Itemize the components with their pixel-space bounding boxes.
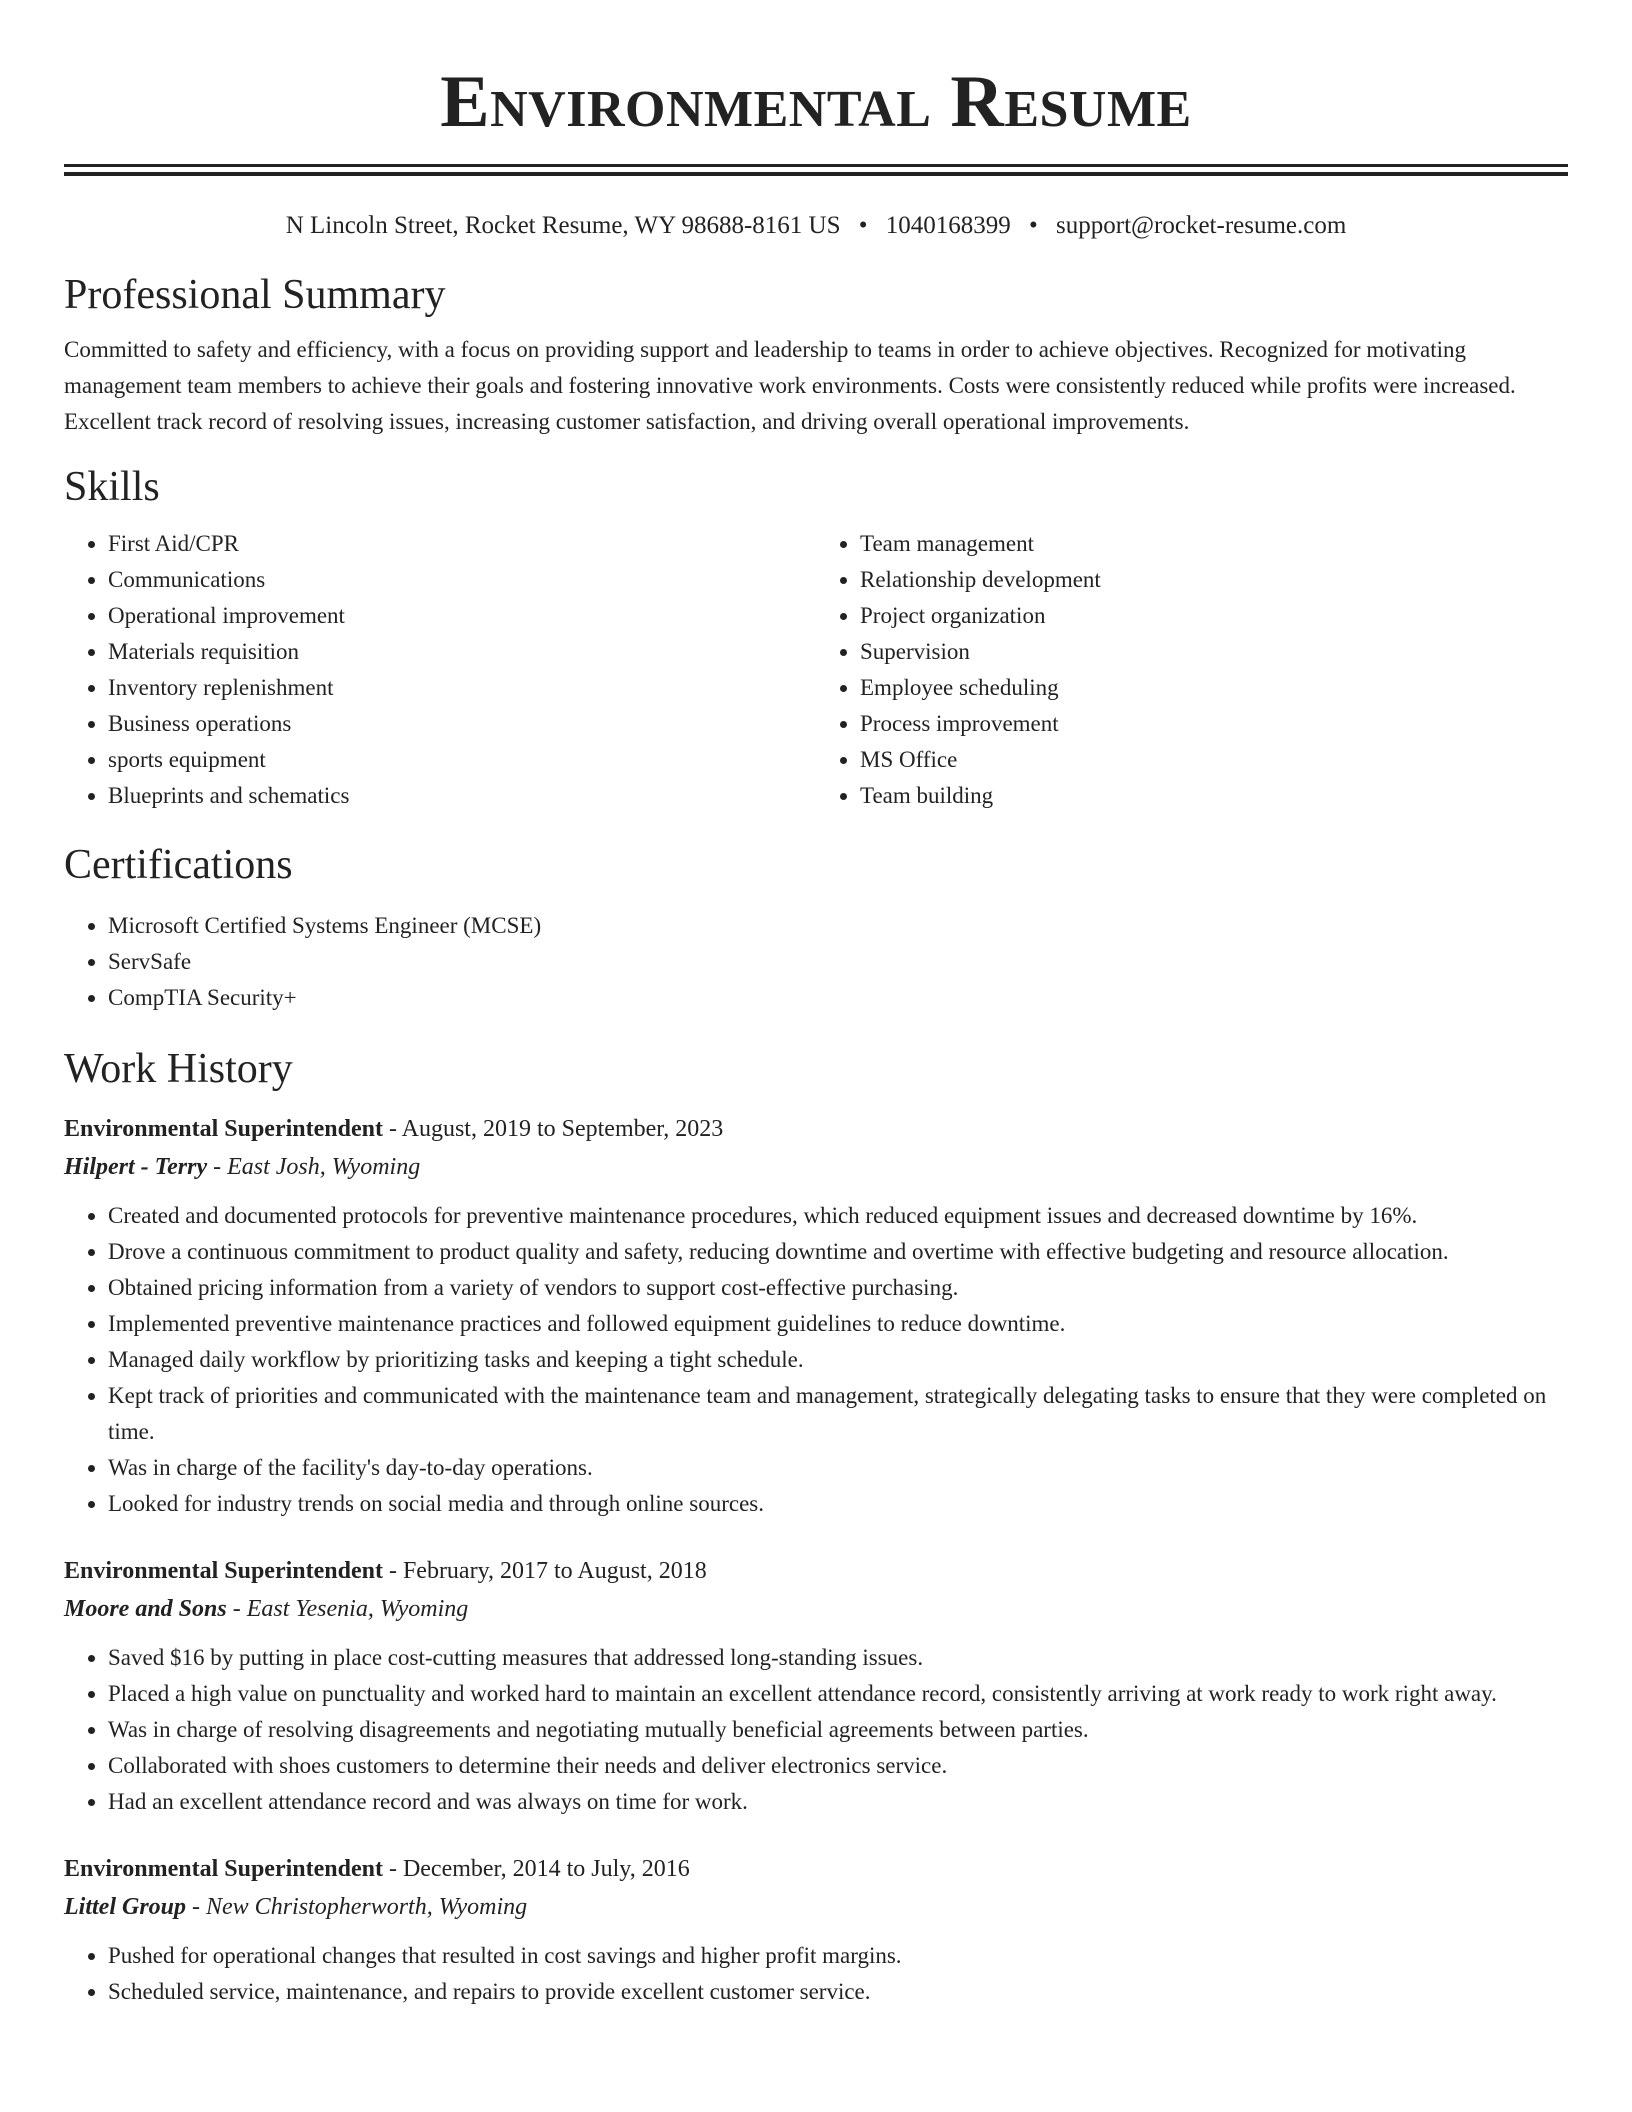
job-company: Littel Group bbox=[64, 1894, 187, 1920]
job-header bbox=[64, 1110, 1568, 1148]
job-company: Moore and Sons bbox=[64, 1596, 227, 1622]
resume-title: Environmental Resume bbox=[440, 61, 1192, 143]
title-rule-bottom bbox=[64, 172, 1568, 176]
job-entry bbox=[64, 1552, 1568, 1820]
job-bullet: • Saved $16 by putting in place cost-cutting measures that addressed long-standing issues. bbox=[108, 1640, 1568, 1676]
job-bullet: • Looked for industry trends on social media and through online sources. bbox=[108, 1486, 1568, 1522]
job-entry bbox=[64, 1110, 1568, 1522]
title-rule-top bbox=[64, 164, 1568, 167]
job-bullet: • Was in charge of resolving disagreements and negotiating mutually beneficial agreements between parties. bbox=[108, 1712, 1568, 1748]
job-company-line bbox=[64, 1590, 1568, 1628]
skill-item: • Business operations bbox=[108, 706, 816, 742]
contact-separator: • bbox=[1029, 212, 1038, 239]
job-location: New Christopherworth, Wyoming bbox=[206, 1894, 528, 1920]
skills-list-right bbox=[816, 526, 1568, 814]
job-dates: August, 2019 to September, 2023 bbox=[401, 1116, 724, 1142]
job-bullets bbox=[64, 1938, 1568, 2010]
skills-heading: Skills bbox=[64, 464, 160, 510]
job-dash: - bbox=[382, 1856, 403, 1882]
job-company: Hilpert - Terry bbox=[64, 1154, 208, 1180]
certifications-heading: Certifications bbox=[64, 842, 293, 888]
contact-separator: • bbox=[858, 212, 868, 239]
skill-item: • Communications bbox=[108, 562, 816, 598]
certification-item: • CompTIA Security+ bbox=[108, 980, 1568, 1016]
job-bullet: • Created and documented protocols for preventive maintenance procedures, which reduced equipment issues and decreased downtime by 16%. bbox=[108, 1198, 1568, 1234]
contact-address: N Lincoln Street, Rocket Resume, WY 98688-8161 US bbox=[285, 212, 841, 239]
summary-text: Committed to safety and efficiency, with a focus on providing support and leadership to teams in order to achieve objectives. Recognized for motivating management team members to achieve their goals and fostering innovative work environments. Costs were consistently reduced while profits were increased. Excellent track record of resolving issues, increasing customer satisfaction, and driving overall operational improvements. bbox=[64, 337, 1516, 434]
job-dash: - bbox=[186, 1894, 207, 1920]
job-header bbox=[64, 1552, 1568, 1590]
job-bullet: • Implemented preventive maintenance practices and followed equipment guidelines to reduce downtime. bbox=[108, 1306, 1568, 1342]
job-title: Environmental Superintendent bbox=[64, 1558, 383, 1584]
job-title: Environmental Superintendent bbox=[64, 1856, 383, 1882]
job-bullet: • Was in charge of the facility's day-to-day operations. bbox=[108, 1450, 1568, 1486]
contact-phone: 1040168399 bbox=[885, 212, 1011, 239]
job-bullet: • Had an excellent attendance record and was always on time for work. bbox=[108, 1784, 1568, 1820]
skill-item: • Relationship development bbox=[860, 562, 1568, 598]
job-location: East Josh, Wyoming bbox=[227, 1154, 421, 1180]
job-bullets bbox=[64, 1640, 1568, 1820]
job-dates: December, 2014 to July, 2016 bbox=[402, 1856, 690, 1882]
job-header bbox=[64, 1850, 1568, 1888]
job-bullet: • Scheduled service, maintenance, and repairs to provide excellent customer service. bbox=[108, 1974, 1568, 2010]
job-dates: February, 2017 to August, 2018 bbox=[402, 1558, 707, 1584]
contact-email[interactable]: support@rocket-resume.com bbox=[1056, 212, 1347, 239]
skill-item: • Operational improvement bbox=[108, 598, 816, 634]
skill-item: • Inventory replenishment bbox=[108, 670, 816, 706]
job-bullet: • Placed a high value on punctuality and worked hard to maintain an excellent attendance record, consistently arriving at work ready to work right away. bbox=[108, 1676, 1568, 1712]
job-bullet: • Managed daily workflow by prioritizing tasks and keeping a tight schedule. bbox=[108, 1342, 1568, 1378]
job-dash: - bbox=[382, 1558, 403, 1584]
skill-item: • Blueprints and schematics bbox=[108, 778, 816, 814]
skill-item: • Team building bbox=[860, 778, 1568, 814]
skill-item: • First Aid/CPR bbox=[108, 526, 816, 562]
skill-item: • Employee scheduling bbox=[860, 670, 1568, 706]
job-bullet: • Pushed for operational changes that resulted in cost savings and higher profit margins. bbox=[108, 1938, 1568, 1974]
skill-item: • Team management bbox=[860, 526, 1568, 562]
job-title: Environmental Superintendent bbox=[64, 1116, 383, 1142]
skill-item: • MS Office bbox=[860, 742, 1568, 778]
job-dash: - bbox=[382, 1116, 402, 1142]
job-dash: - bbox=[207, 1154, 228, 1180]
certification-item: • ServSafe bbox=[108, 944, 1568, 980]
skill-item: • Materials requisition bbox=[108, 634, 816, 670]
contact-line bbox=[64, 210, 1568, 242]
job-bullet: • Collaborated with shoes customers to determine their needs and deliver electronics service. bbox=[108, 1748, 1568, 1784]
certifications-list bbox=[64, 908, 1568, 1016]
certification-item: • Microsoft Certified Systems Engineer (MCSE) bbox=[108, 908, 1568, 944]
skill-item: • Supervision bbox=[860, 634, 1568, 670]
job-bullet: • Kept track of priorities and communicated with the maintenance team and management, strategically delegating tasks to ensure that they were completed on time. bbox=[108, 1378, 1568, 1450]
job-bullets bbox=[64, 1198, 1568, 1522]
skill-item: • sports equipment bbox=[108, 742, 816, 778]
skills-list-left bbox=[64, 526, 816, 814]
job-entry bbox=[64, 1850, 1568, 2010]
job-dash: - bbox=[226, 1596, 247, 1622]
skill-item: • Project organization bbox=[860, 598, 1568, 634]
job-company-line bbox=[64, 1888, 1568, 1926]
job-bullet: • Obtained pricing information from a variety of vendors to support cost-effective purchasing. bbox=[108, 1270, 1568, 1306]
job-company-line bbox=[64, 1148, 1568, 1186]
job-bullet: • Drove a continuous commitment to product quality and safety, reducing downtime and overtime with effective budgeting and resource allocation. bbox=[108, 1234, 1568, 1270]
work-history-heading: Work History bbox=[64, 1046, 293, 1092]
skill-item: • Process improvement bbox=[860, 706, 1568, 742]
job-location: East Yesenia, Wyoming bbox=[246, 1596, 469, 1622]
skills-columns bbox=[64, 526, 1568, 814]
summary-heading: Professional Summary bbox=[64, 272, 446, 318]
